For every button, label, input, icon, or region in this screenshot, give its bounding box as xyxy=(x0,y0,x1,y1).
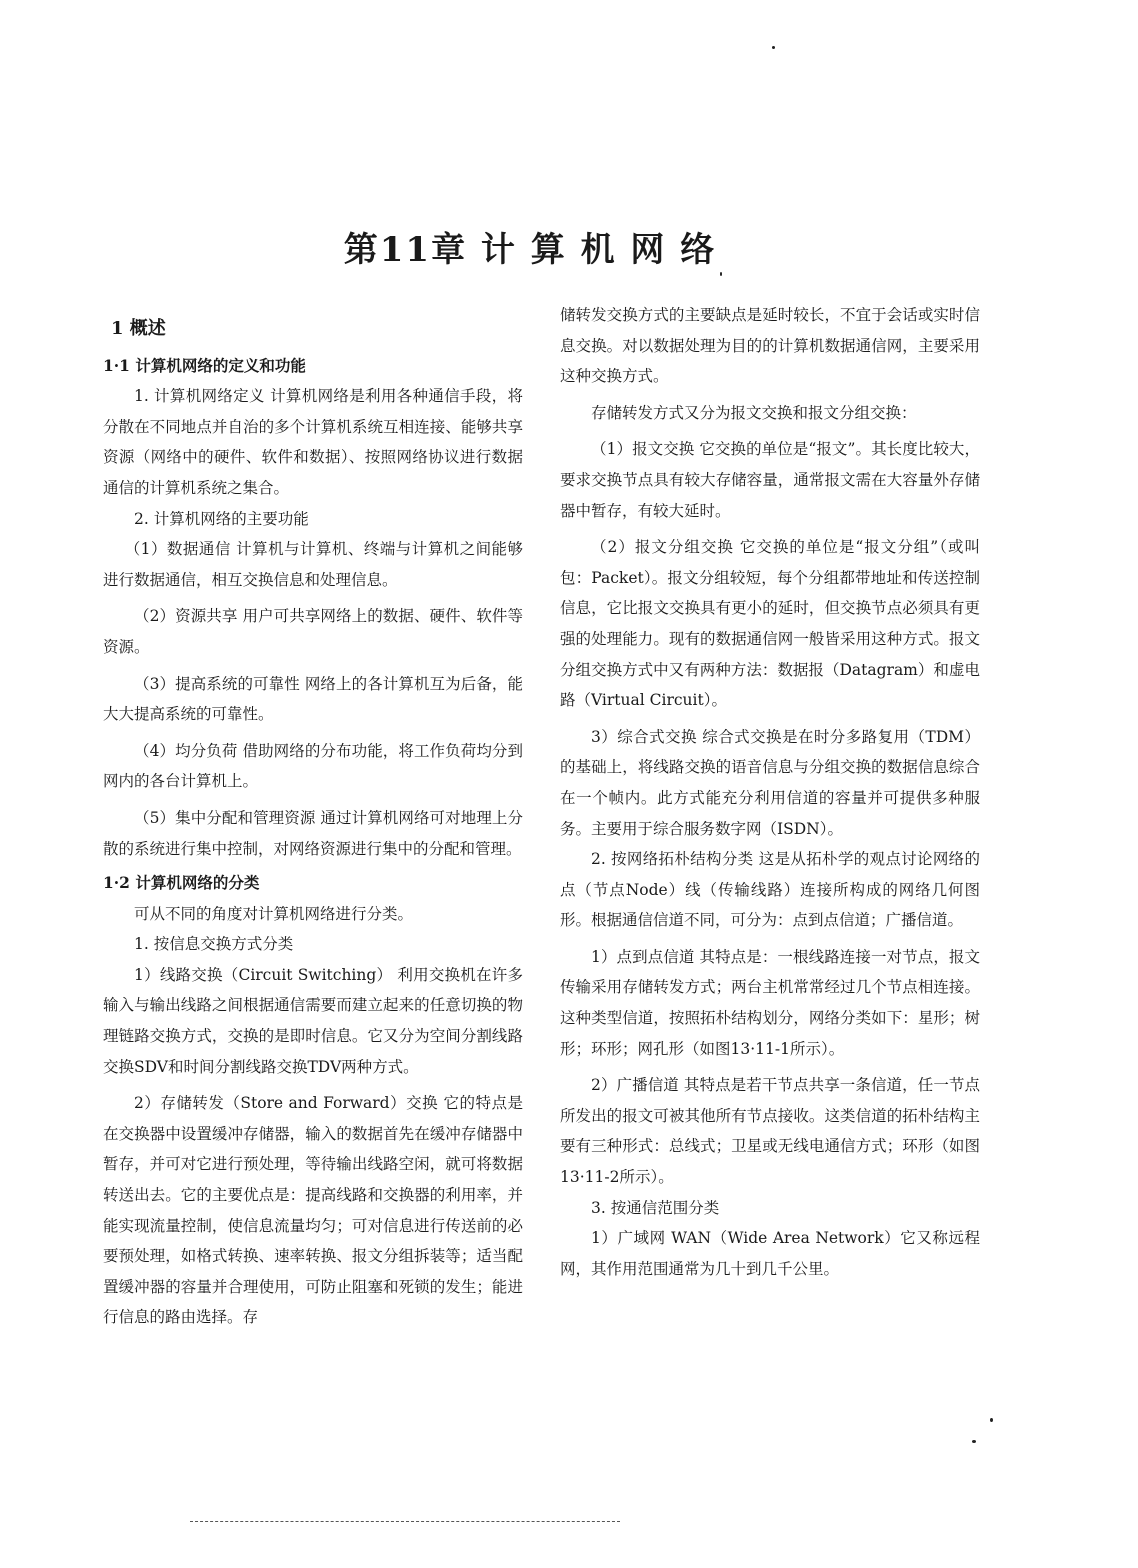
paragraph: （2）资源共享 用户可共享网络上的数据、硬件、软件等资源。 xyxy=(103,607,523,656)
paragraph: 1）广域网 WAN（Wide Area Network）它又称远程网，其作用范围通常为几十到几千公里。 xyxy=(560,1229,980,1278)
paragraph: （5）集中分配和管理资源 通过计算机网络可对地理上分散的系统进行集中控制，对网络资源进行集中的分配和管理。 xyxy=(103,808,523,858)
paragraph: 储转发交换方式的主要缺点是延时较长，不宜于会话或实时信息交换。对以数据处理为目的的计算机数据通信网，主要采用这种交换方式。 xyxy=(560,306,980,386)
paragraph: 1. 按信息交换方式分类 xyxy=(134,935,294,954)
paragraph: 2. 按网络拓朴结构分类 这是从拓朴学的观点讨论网络的点（节点Node）线（传输线路）连接所构成的网络几何图形。根据通信信道不同，可分为：点到点信道；广播信道。 xyxy=(560,850,980,930)
scan-speck xyxy=(972,1440,976,1443)
paragraph: 1. 计算机网络定义 计算机网络是利用各种通信手段，将分散在不同地点并自治的多个计算机系统互相连接、能够共享资源（网络中的硬件、软件和数据）、按照网络协议进行数据通信的计算机系统之集合。 xyxy=(103,387,523,497)
paragraph: 2）存储转发（Store and Forward）交换 它的特点是在交换器中设置缓冲存储器，输入的数据首先在缓冲存储器中暂存，并可对它进行预处理，等待输出线路空闲，就可将数据转送出去。它的主要优点是：提高线路和交换器的利用率，并能实现流量控制，使信息流量均匀；可对信息进行传送前的必要预处理，如格式转换、速率转换、报文分组拆装等；适当配置缓冲器的容量并合理使用，可防止阻塞和死锁的发生；能进行信息的路由选择。存 xyxy=(103,1094,523,1327)
paragraph: （1）数据通信 计算机与计算机、终端与计算机之间能够进行数据通信，相互交换信息和处理信息。 xyxy=(103,540,523,589)
paragraph: 可从不同的角度对计算机网络进行分类。 xyxy=(134,904,414,923)
scan-speck xyxy=(720,272,722,276)
right-column xyxy=(560,300,980,1284)
paragraph: （2）报文分组交换 它交换的单位是“报文分组”（或叫包：Packet）。报文分组较短，每个分组都带地址和传送控制信息，它比报文交换具有更小的延时，但交换节点必须具有更强的处理能力。现有的数据通信网一般皆采用这种方式。报文分组交换方式中又有两种方法：数据报（Datagram）和虚电路（Virtual Circuit）。 xyxy=(560,538,980,710)
section-heading: 1·1 计算机网络的定义和功能 xyxy=(103,355,306,375)
paragraph: （4）均分负荷 借助网络的分布功能，将工作负荷均分到网内的各台计算机上。 xyxy=(103,741,523,791)
scan-speck xyxy=(990,1418,993,1422)
footer-rule xyxy=(190,1521,620,1522)
paragraph: （3）提高系统的可靠性 网络上的各计算机互为后备，能大大提高系统的可靠性。 xyxy=(103,674,523,724)
chapter-title: 第11章 计 算 机 网 络 xyxy=(343,230,717,270)
paragraph: （1）报文交换 它交换的单位是“报文”。其长度比较大，要求交换节点具有较大存储容量，通常报文需在大容量外存储器中暂存，有较大延时。 xyxy=(560,440,980,520)
paragraph: 存储转发方式又分为报文交换和报文分组交换： xyxy=(591,403,917,422)
section-heading: 1·2 计算机网络的分类 xyxy=(103,873,260,893)
paragraph: 1）点到点信道 其特点是：一根线路连接一对节点，报文传输采用存储转发方式；两台主机常常经过几个节点相连接。这种类型信道，按照拓朴结构划分，网络分类如下：星形；树形；环形；网孔形（如图13·11-1所示）。 xyxy=(560,947,980,1058)
paragraph: 3）综合式交换 综合式交换是在时分多路复用（TDM）的基础上，将线路交换的语音信息与分组交换的数据信息综合在一个帧内。此方式能充分利用信道的容量并可提供多种服务。主要用于综合服务数字网（ISDN）。 xyxy=(560,727,980,838)
paragraph: 1）线路交换（Circuit Switching） 利用交换机在许多输入与输出线路之间根据通信需要而建立起来的任意切换的物理链路交换方式，交换的是即时信息。它又分为空间分割线路交换SDV和时间分割线路交换TDV两种方式。 xyxy=(103,965,523,1076)
section-heading: 1 概述 xyxy=(111,318,166,339)
scan-speck xyxy=(772,46,775,49)
paragraph: 3. 按通信范围分类 xyxy=(591,1198,720,1217)
paragraph: 2. 计算机网络的主要功能 xyxy=(134,509,309,528)
paragraph: 2）广播信道 其特点是若干节点共享一条信道，任一节点所发出的报文可被其他所有节点接收。这类信道的拓朴结构主要有三种形式：总线式；卫星或无线电通信方式；环形（如图13·11-2所示）。 xyxy=(560,1076,980,1187)
left-column xyxy=(103,300,523,1333)
